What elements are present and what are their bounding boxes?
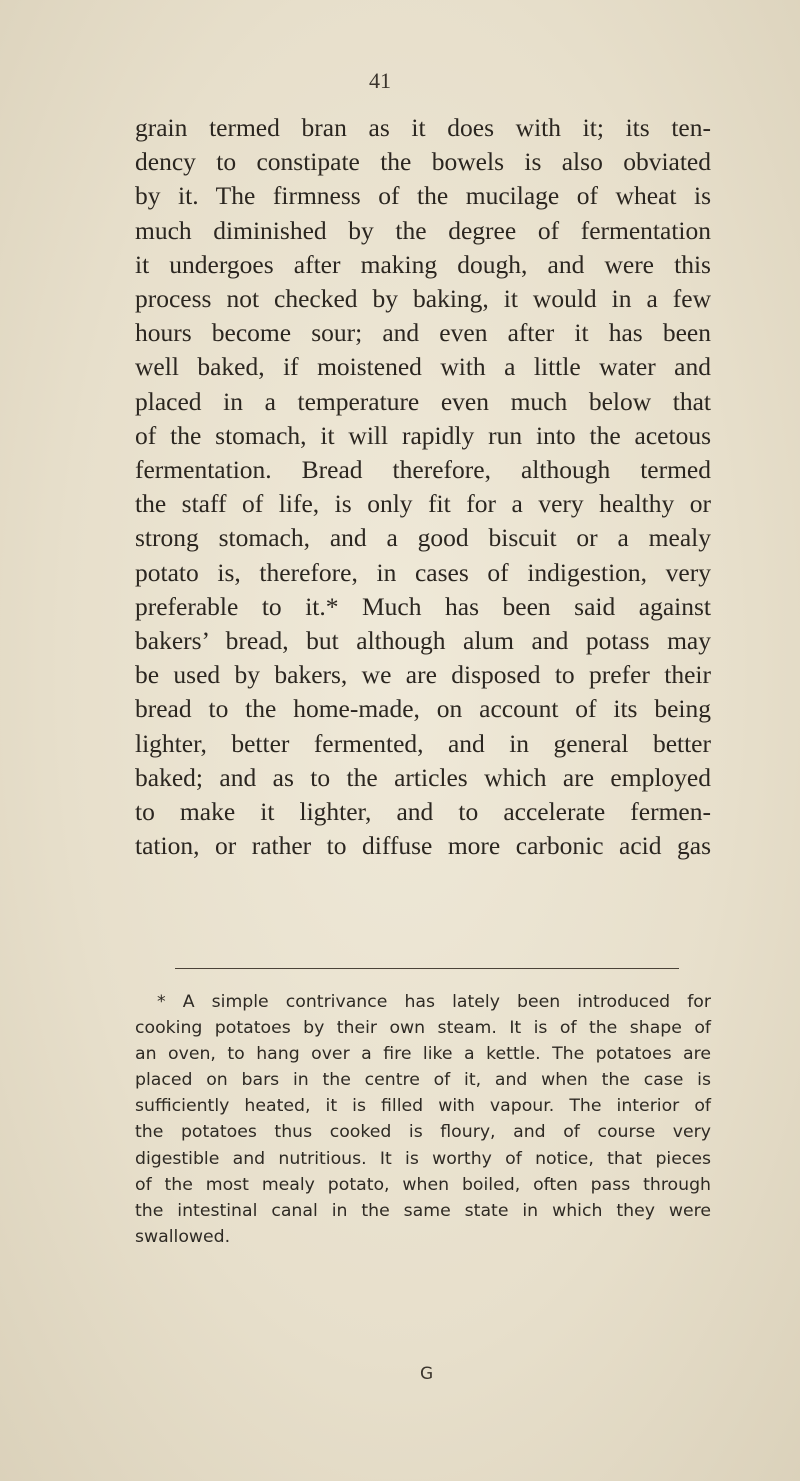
footnote-line: placed on bars in the centre of it, and when the case is bbox=[135, 1070, 711, 1091]
footnote-line: sufficiently heated, it is filled with vapour. The interior of bbox=[135, 1096, 711, 1117]
body-line: process not checked by baking, it would in a few bbox=[135, 284, 711, 314]
body-line: be used by bakers, we are disposed to prefer their bbox=[135, 660, 711, 690]
body-text bbox=[135, 111, 711, 863]
page-number: 41 bbox=[369, 68, 391, 93]
body-line: bread to the home-made, on account of its being bbox=[135, 694, 711, 724]
body-line: it undergoes after making dough, and were this bbox=[135, 249, 711, 279]
signature-mark: G bbox=[420, 1364, 434, 1384]
footnote-line: the intestinal canal in the same state in which they were bbox=[135, 1200, 711, 1221]
body-line: strong stomach, and a good biscuit or a mealy bbox=[135, 523, 711, 553]
body-line: to make it lighter, and to accelerate fermen- bbox=[135, 797, 711, 827]
body-line: the staff of life, is only fit for a very healthy or bbox=[135, 489, 711, 519]
body-line: bakers’ bread, but although alum and potass may bbox=[135, 626, 711, 656]
body-line: well baked, if moistened with a little water and bbox=[135, 352, 711, 382]
body-line: dency to constipate the bowels is also obviated bbox=[135, 147, 711, 177]
footnote bbox=[135, 989, 711, 1250]
body-line: grain termed bran as it does with it; its ten- bbox=[135, 113, 711, 142]
body-line: preferable to it.* Much has been said against bbox=[135, 591, 711, 621]
footnote-line: the potatoes thus cooked is floury, and of course very bbox=[135, 1122, 711, 1143]
footnote-divider bbox=[175, 968, 679, 969]
footnote-line: cooking potatoes by their own steam. It is of the shape of bbox=[135, 1018, 711, 1039]
body-line: hours become sour; and even after it has been bbox=[135, 318, 711, 348]
body-line: of the stomach, it will rapidly run into the acetous bbox=[135, 420, 711, 450]
footnote-line: * A simple contrivance has lately been introduced for bbox=[157, 992, 711, 1012]
footnote-line: of the most mealy potato, when boiled, often pass through bbox=[135, 1174, 711, 1195]
footnote-line: swallowed. bbox=[135, 1226, 231, 1247]
body-line: much diminished by the degree of fermentation bbox=[135, 215, 711, 245]
body-line: lighter, better fermented, and in general better bbox=[135, 728, 711, 758]
body-line: fermentation. Bread therefore, although termed bbox=[135, 455, 711, 485]
footnote-line: digestible and nutritious. It is worthy of notice, that pieces bbox=[135, 1148, 711, 1169]
body-line: by it. The firmness of the mucilage of wheat is bbox=[135, 181, 711, 211]
body-line: placed in a temperature even much below that bbox=[135, 386, 711, 416]
body-line: baked; and as to the articles which are employed bbox=[135, 762, 711, 792]
body-line: tation, or rather to diffuse more carbonic acid gas bbox=[135, 831, 711, 861]
body-line: potato is, therefore, in cases of indigestion, very bbox=[135, 557, 711, 587]
footnote-line: an oven, to hang over a fire like a kettle. The potatoes are bbox=[135, 1044, 711, 1065]
